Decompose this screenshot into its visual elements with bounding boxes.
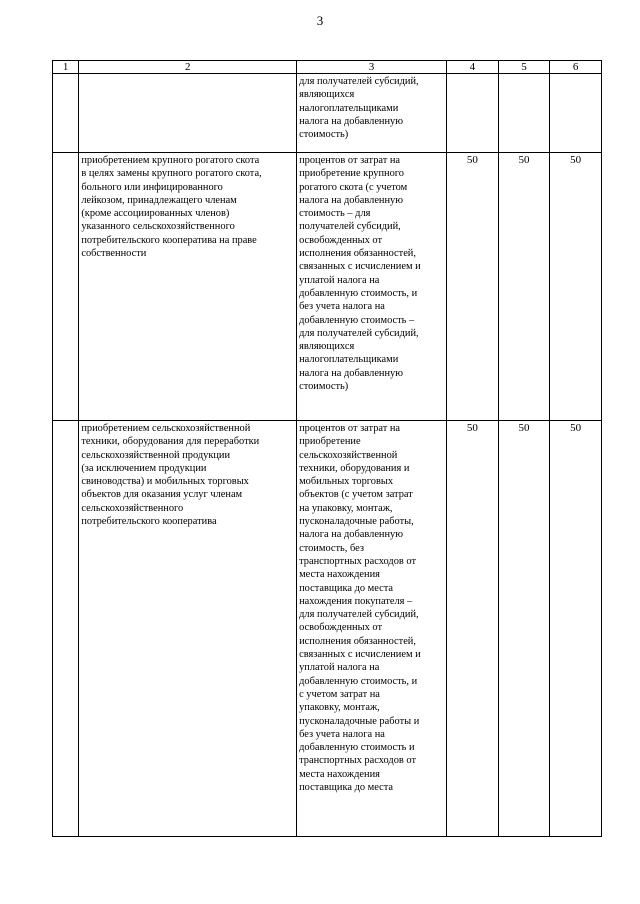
- table-cell: [53, 74, 79, 153]
- table-row: [53, 74, 602, 153]
- table-cell: [498, 74, 550, 153]
- table-cell: 50: [550, 421, 602, 837]
- table-row: [53, 421, 602, 837]
- table-cell: 50: [447, 153, 499, 421]
- table-cell: [550, 74, 602, 153]
- table-cell: приобретением сельскохозяйственной техники, оборудования для переработки сельскохозяйственной продукции (за исключением продукции свиноводства) и мобильных торговых объектов для оказания услуг членам сельскохозяйственного потребительского кооператива: [79, 421, 297, 837]
- table-cell: процентов от затрат на приобретение крупного рогатого скота (с учетом налога на добавленную стоимость – для получателей субсидий, освобожденных от исполнения обязанностей, связанных с исчислением и уплатой налога на добавленную стоимость, и без учета налога на добавленную стоимость – для получателей субсидий, являющихся налогоплательщиками налога на добавленную стоимость): [297, 153, 447, 421]
- table-cell: для получателей субсидий, являющихся налогоплательщиками налога на добавленную стоимость): [297, 74, 447, 153]
- table-cell: 50: [498, 153, 550, 421]
- column-header: 4: [447, 61, 499, 74]
- table-row: [53, 153, 602, 421]
- column-header: 2: [79, 61, 297, 74]
- table-cell: 50: [498, 421, 550, 837]
- table-cell: процентов от затрат на приобретение сельскохозяйственной техники, оборудования и мобильных торговых объектов (с учетом затрат на упаковку, монтаж, пусконаладочные работы, налога на добавленную стоимость, без транспортных расходов от места нахождения поставщика до места нахождения покупателя – для получателей субсидий, освобожденных от исполнения обязанностей, связанных с исчислением и уплатой налога на добавленную стоимость, и с учетом затрат на упаковку, монтаж, пусконаладочные работы и без учета налога на добавленную стоимость и транспортных расходов от места нахождения поставщика до места: [297, 421, 447, 837]
- column-header: 6: [550, 61, 602, 74]
- table-cell: [53, 421, 79, 837]
- subsidy-table: [52, 60, 602, 837]
- table-cell: [447, 74, 499, 153]
- table-cell: 50: [550, 153, 602, 421]
- column-header: 1: [53, 61, 79, 74]
- table-header-row: [53, 61, 602, 74]
- table-cell: [53, 153, 79, 421]
- page-number: 3: [316, 13, 324, 28]
- table-cell: 50: [447, 421, 499, 837]
- table-cell: [79, 74, 297, 153]
- column-header: 5: [498, 61, 550, 74]
- column-header: 3: [297, 61, 447, 74]
- table-cell: приобретением крупного рогатого скота в целях замены крупного рогатого скота, больного или инфицированного лейкозом, принадлежащего членам (кроме ассоциированных членов) указанного сельскохозяйственного потребительского кооператива на праве собственности: [79, 153, 297, 421]
